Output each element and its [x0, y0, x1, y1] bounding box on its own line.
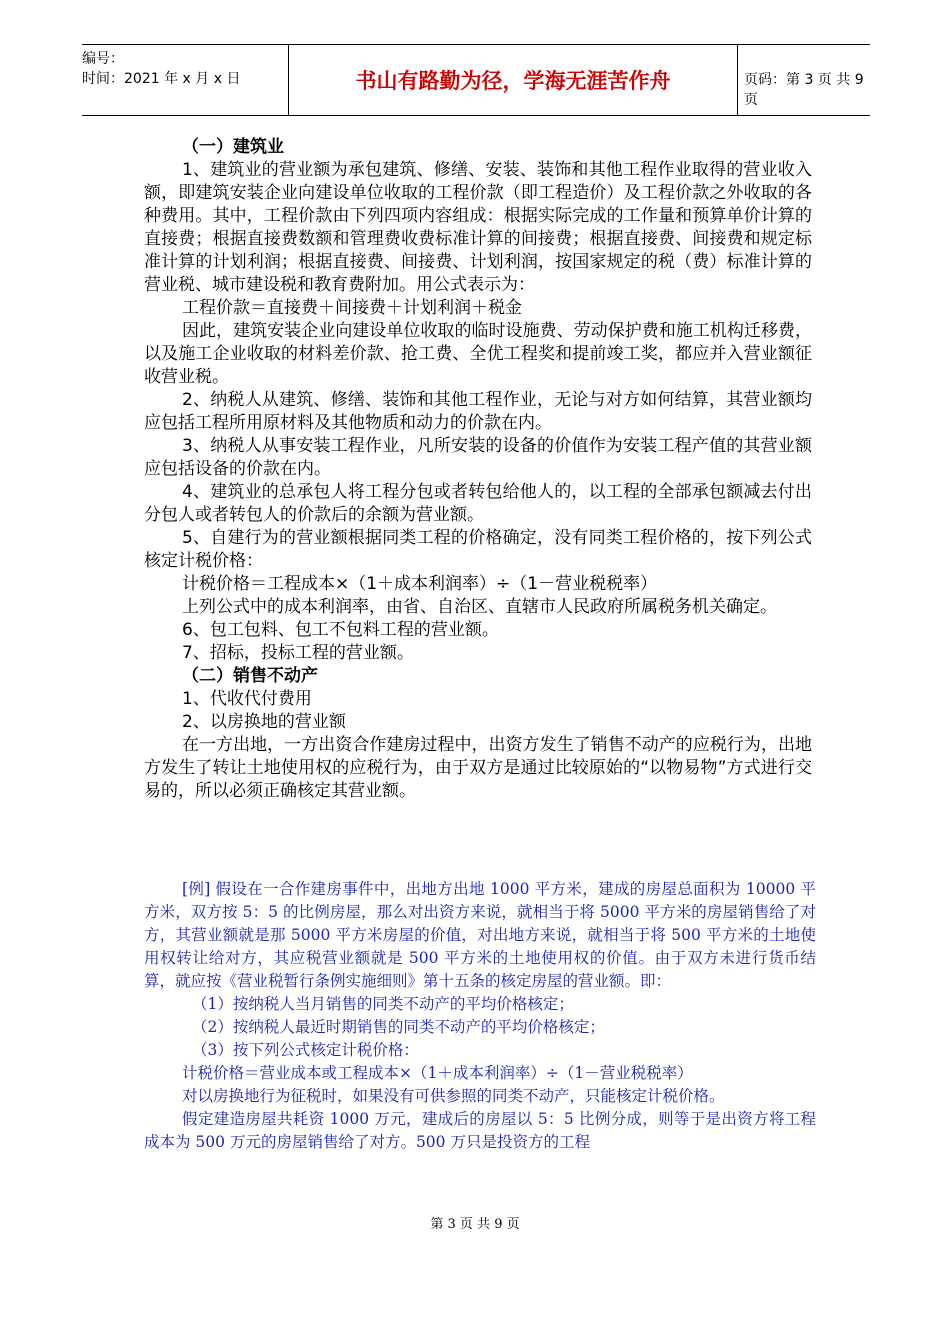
header-motto: 书山有路勤为径，学海无涯苦作舟 [288, 45, 738, 115]
section-heading-construction: （一）建筑业 [182, 137, 284, 157]
document-number-label: 编号： [82, 51, 124, 67]
page-footer: 第 3 页 共 9 页 [430, 1217, 520, 1232]
paragraph: 1、代收代付费用 [182, 689, 312, 709]
paragraph: 4、建筑业的总承包人将工程分包或者转包给他人的，以工程的全部承包额减去付出分包人或者转包人的价款后的余额为营业额。 [144, 482, 812, 525]
formula: 工程价款＝直接费＋间接费＋计划利润＋税金 [182, 298, 522, 318]
header-meta [82, 49, 288, 89]
paragraph: 7、招标，投标工程的营业额。 [182, 643, 414, 663]
example-list-item: （1）按纳税人当月销售的同类不动产的平均价格核定； [192, 995, 574, 1013]
formula: 计税价格＝工程成本×（1＋成本利润率）÷（1－营业税税率） [182, 574, 658, 594]
example-formula: 计税价格＝营业成本或工程成本×（1＋成本利润率）÷（1－营业税税率） [182, 1064, 693, 1082]
example-list-item: （2）按纳税人最近时期销售的同类不动产的平均价格核定； [192, 1018, 605, 1036]
page-header [82, 44, 870, 116]
example-paragraph: 对以房换地行为征税时，如果没有可供参照的同类不动产，只能核定计税价格。 [182, 1087, 725, 1105]
paragraph: 上列公式中的成本利润率，由省、自治区、直辖市人民政府所属税务机关确定。 [182, 597, 777, 617]
paragraph: 因此，建筑安装企业向建设单位收取的临时设施费、劳动保护费和施工机构迁移费，以及施工企业收取的材料差价款、抢工费、全优工程奖和提前竣工奖，都应并入营业额征收营业税。 [144, 321, 812, 387]
document-body [144, 136, 812, 803]
paragraph: 5、自建行为的营业额根据同类工程的价格确定，没有同类工程价格的，按下列公式核定计税价格： [144, 528, 812, 571]
paragraph: 1、建筑业的营业额为承包建筑、修缮、安装、装饰和其他工程作业取得的营业收入额，即建筑安装企业向建设单位收取的工程价款（即工程造价）及工程价款之外收取的各种费用。其中，工程价款由下列四项内容组成：根据实际完成的工作量和预算单价计算的直接费；根据直接费数额和管理费收费标准计算的间接费；根据直接费、间接费和规定标准计算的计划利润；根据直接费、间接费、计划利润，按国家规定的税（费）标准计算的营业税、城市建设税和教育费附加。用公式表示为： [144, 160, 812, 295]
document-time-label: 时间：2021 年 x 月 x 日 [82, 71, 241, 87]
paragraph: 3、纳税人从事安装工程作业，凡所安装的设备的价值作为安装工程产值的其营业额应包括设备的价款在内。 [144, 436, 812, 479]
example-paragraph: 假定建造房屋共耗资 1000 万元，建成后的房屋以 5：5 比例分成，则等于是出资方将工程成本为 500 万元的房屋销售给了对方。500 万只是投资方的工程 [144, 1110, 816, 1151]
section-heading-real-estate: （二）销售不动产 [182, 666, 318, 686]
header-page-label: 页码：第 3 页 共 9 页 [744, 72, 864, 108]
paragraph: 在一方出地，一方出资合作建房过程中，出资方发生了销售不动产的应税行为，出地方发生了转让土地使用权的应税行为，由于双方是通过比较原始的“以物易物”方式进行交易的，所以必须正确核定其营业额。 [144, 735, 812, 801]
example-block [144, 878, 816, 1154]
example-list-item: （3）按下列公式核定计税价格： [192, 1041, 419, 1059]
paragraph: 2、以房换地的营业额 [182, 712, 346, 732]
paragraph: 6、包工包料、包工不包料工程的营业额。 [182, 620, 499, 640]
example-paragraph: [例] 假设在一合作建房事件中，出地方出地 1000 平方米，建成的房屋总面积为 10000 平方米，双方按 5：5 的比例房屋，那么对出资方来说，就相当于将 5000 平方米的房屋销售给了对方，其营业额就是那 5000 平方米房屋的价值，对出地方来说，就相当于将 500 平方米的土地使用权转让给对方，其应税营业额就是 500 平方米的土地使用权的价值。由于双方未进行货币结算，就应按《营业税暂行条例实施细则》第十五条的核定房屋的营业额。即： [144, 880, 816, 990]
paragraph: 2、纳税人从建筑、修缮、装饰和其他工程作业，无论与对方如何结算，其营业额均应包括工程所用原材料及其他物质和动力的价款在内。 [144, 390, 812, 433]
